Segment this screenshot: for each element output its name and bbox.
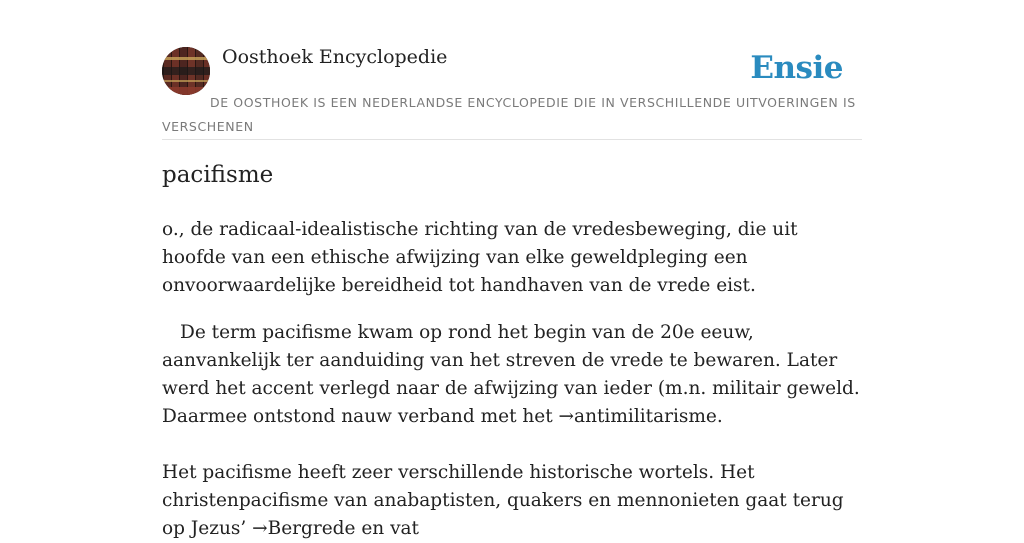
book-spines-graphic [162, 47, 210, 95]
site-tagline: DE OOSTHOEK IS EEN NEDERLANDSE ENCYCLOPEDIE DIE IN VERSCHILLENDE UITVOERINGEN IS VERSCHENEN [162, 95, 856, 134]
header-divider [162, 139, 862, 140]
article-paragraph: Het pacifisme heeft zeer verschillende historische wortels. Het christenpacifisme van anabaptisten, quakers en mennonieten gaat terug op Jezus’ →Bergrede en vat [162, 462, 844, 539]
article-body [162, 216, 862, 543]
article-paragraph: De term pacifisme kwam op rond het begin van de 20e eeuw, aanvankelijk ter aanduiding van het streven de vrede te bewaren. Later werd het accent verlegd naar de afwijzing van ieder (m.n. militair geweld. Daarmee ontstond nauw verband met het →antimilitarisme. [162, 322, 860, 427]
brand-logo[interactable]: Ensie [750, 50, 843, 86]
book-spines-avatar-icon[interactable] [162, 47, 210, 95]
site-header [162, 44, 862, 140]
article-paragraph: o., de radicaal-idealistische richting van de vredesbeweging, die uit hoofde van een ethische afwijzing van elke geweldpleging een onvoorwaardelijke bereidheid tot handhaven van de vrede eist. [162, 219, 798, 296]
article-title: pacifisme [162, 162, 274, 188]
site-name[interactable]: Oosthoek Encyclopedie [222, 46, 448, 68]
